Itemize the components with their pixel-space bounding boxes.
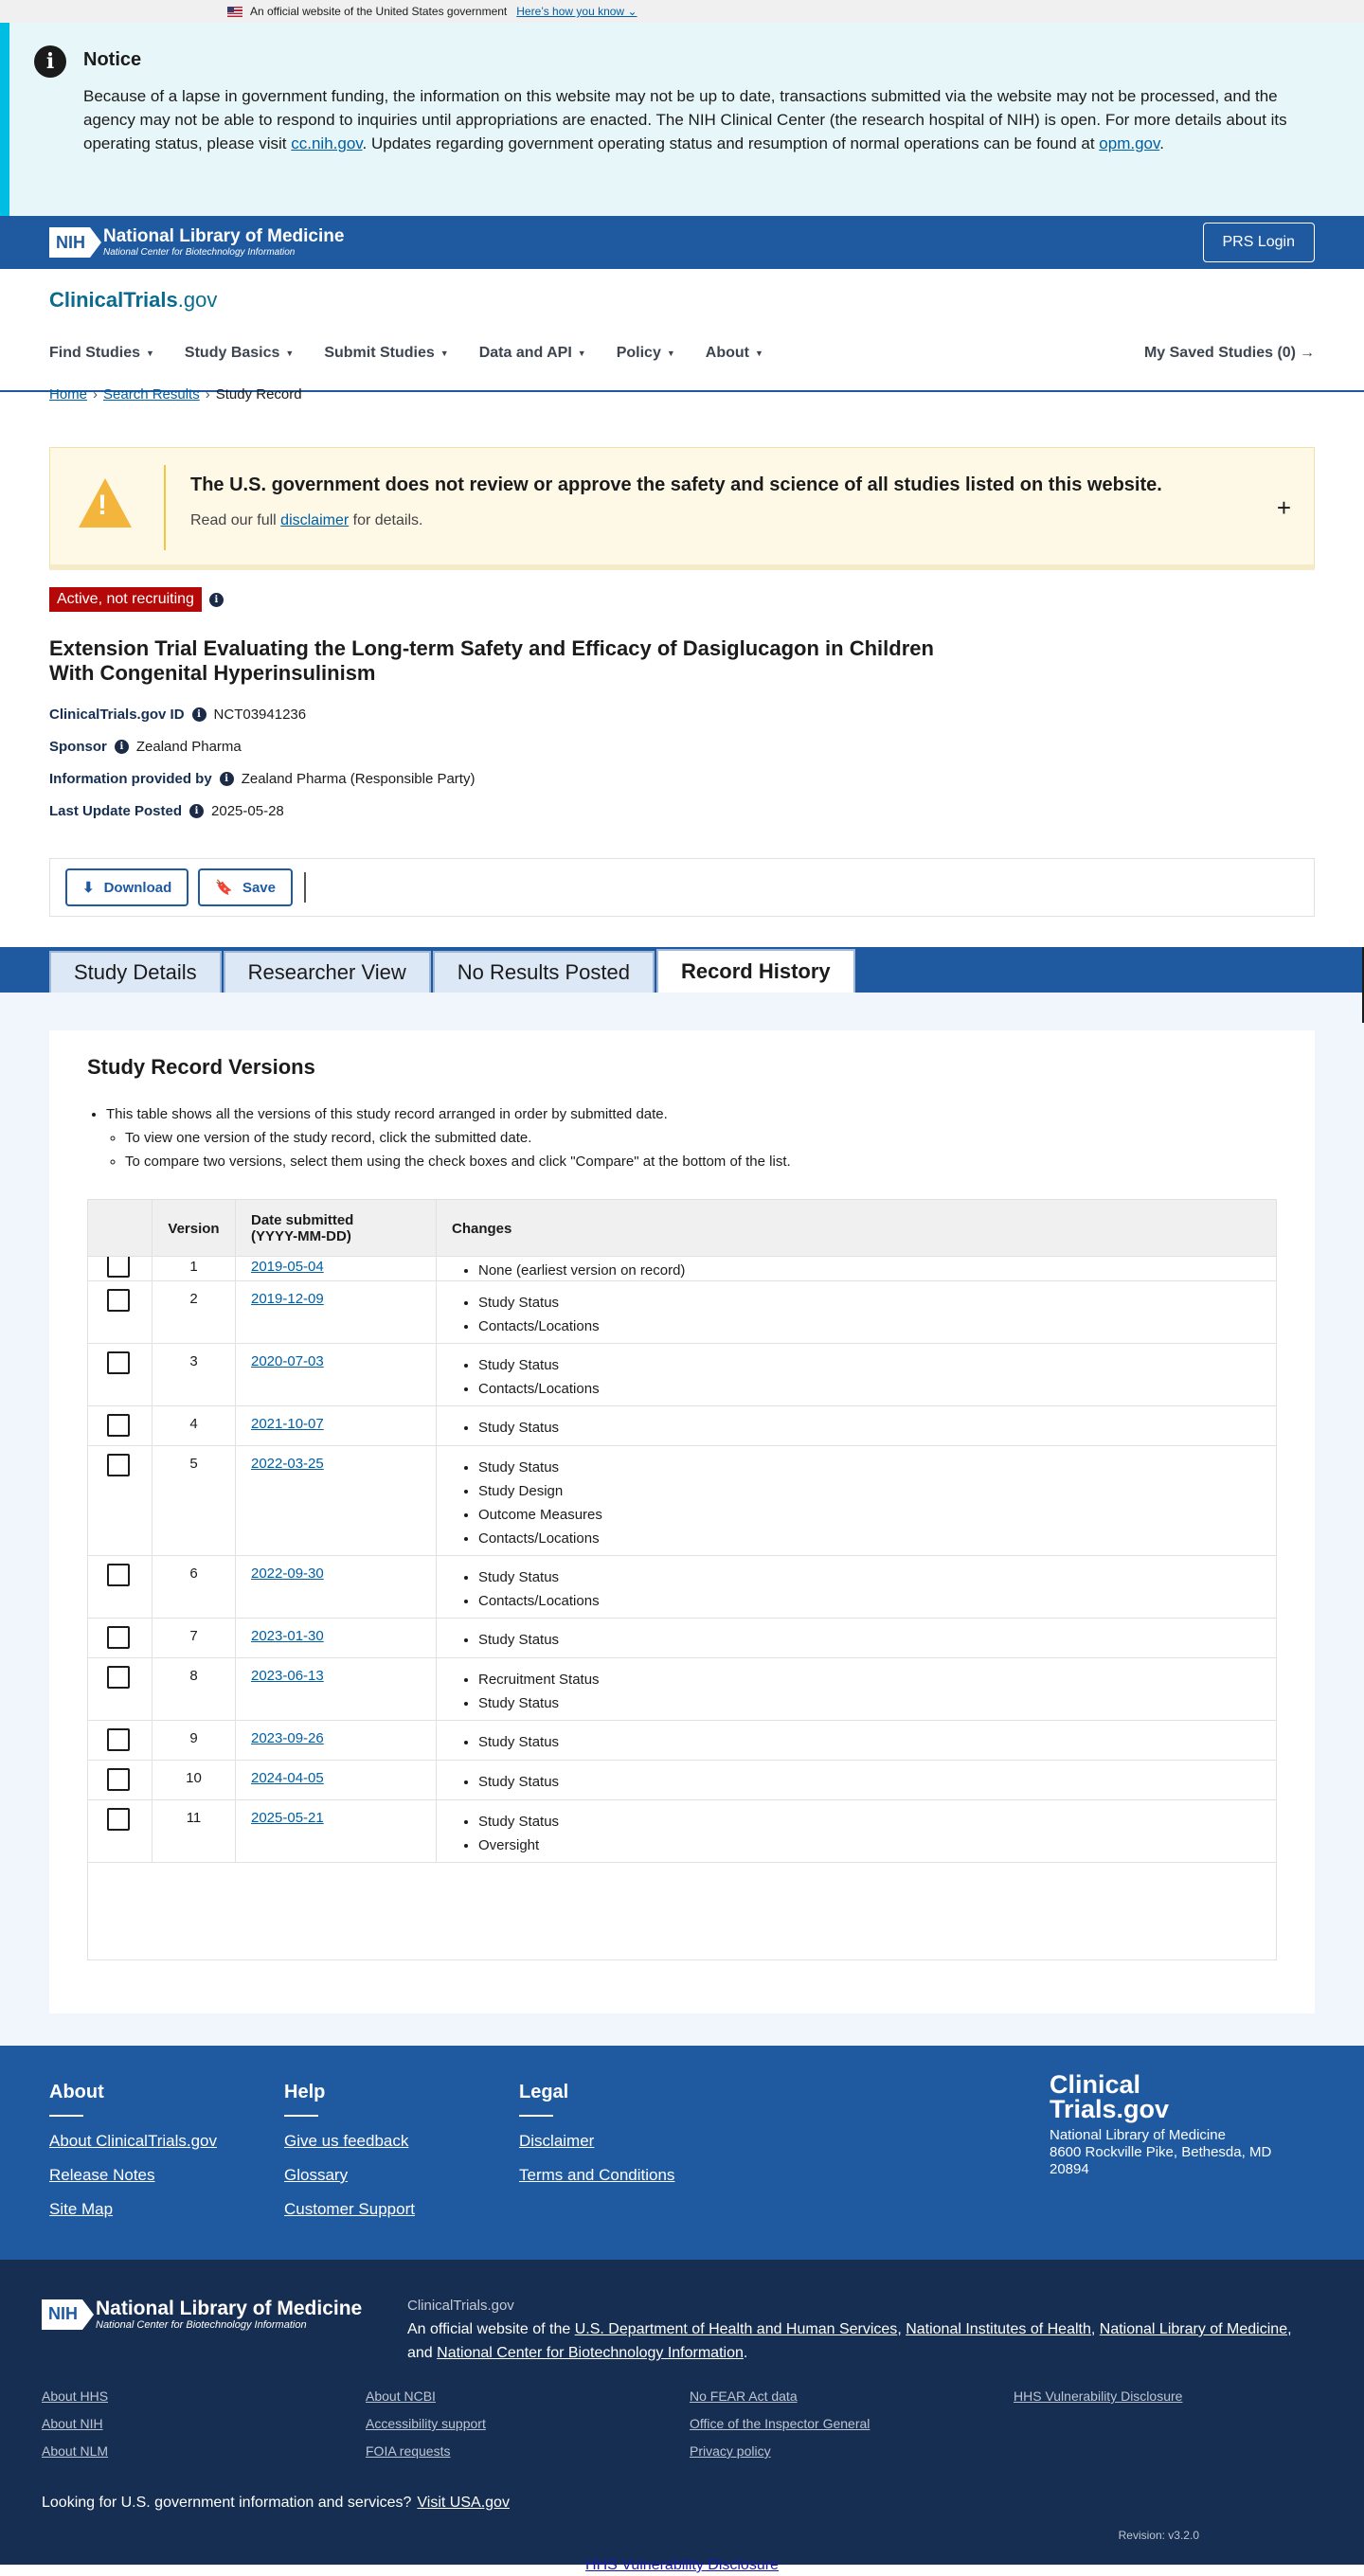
version-number: 5 — [153, 1446, 236, 1555]
version-date-link[interactable]: 2024-04-05 — [251, 1770, 324, 1786]
gov-banner — [0, 0, 1364, 23]
footer-link-glossary[interactable]: Glossary — [284, 2166, 349, 2184]
info-icon[interactable]: i — [189, 804, 204, 818]
change-item: • Study Status — [478, 1416, 1276, 1440]
version-number: 2 — [153, 1281, 236, 1343]
breadcrumb-home[interactable]: Home — [49, 386, 88, 402]
version-date-link[interactable]: 2022-09-30 — [251, 1565, 324, 1582]
change-item: • Study Status — [478, 1291, 1276, 1315]
version-row — [88, 1761, 1276, 1800]
link-privacy[interactable]: Privacy policy — [690, 2443, 771, 2459]
version-checkbox[interactable] — [107, 1768, 130, 1791]
version-row — [88, 1800, 1276, 1863]
version-changes — [437, 1281, 1276, 1338]
record-history-card — [49, 1030, 1315, 2013]
version-changes — [437, 1721, 1276, 1754]
my-saved-studies-link[interactable]: My Saved Studies (0) → — [1143, 345, 1315, 361]
change-item: • Study Status — [478, 1730, 1276, 1754]
status-row — [49, 587, 231, 612]
version-number: 9 — [153, 1721, 236, 1760]
footer-official-text: ClinicalTrials.gov An official website of the U.S. Department of Health and Human Services, National Institutes of Health, National Library of Medicine, and National Center for Biotechnology Information. — [407, 2298, 1292, 2361]
version-row — [88, 1721, 1276, 1761]
study-tabs — [0, 947, 1364, 993]
tab-no-results-posted[interactable]: No Results Posted — [433, 951, 655, 993]
status-badge: Active, not recruiting — [49, 587, 202, 612]
version-number: 10 — [153, 1761, 236, 1799]
version-changes — [437, 1446, 1276, 1550]
footer-link-feedback[interactable]: Give us feedback — [284, 2132, 409, 2150]
download-button[interactable]: ⬇ Download — [65, 868, 188, 906]
change-item: • Study Status — [478, 1565, 1276, 1589]
version-checkbox[interactable] — [107, 1289, 130, 1312]
version-changes — [437, 1619, 1276, 1652]
nlm-header — [0, 216, 1364, 269]
cc-nih-link[interactable]: cc.nih.gov — [291, 134, 363, 152]
link-no-fear[interactable]: No FEAR Act data — [690, 2388, 798, 2404]
version-date-link[interactable]: 2023-06-13 — [251, 1668, 324, 1684]
change-item: • Study Design — [478, 1479, 1276, 1503]
version-row — [88, 1281, 1276, 1344]
clinicaltrials-logo[interactable]: ClinicalTrials.gov — [49, 288, 218, 312]
version-number: 8 — [153, 1658, 236, 1720]
change-item: • None (earliest version on record) — [478, 1259, 1276, 1282]
change-item: • Contacts/Locations — [478, 1315, 1276, 1338]
link-about-ncbi[interactable]: About NCBI — [366, 2388, 436, 2404]
meta-info-provided: Information provided by i Zealand Pharma (Responsible Party) — [49, 771, 476, 787]
heres-how-you-know-link[interactable]: Here’s how you know ⌄ — [516, 5, 637, 18]
footer-ctgov-logo[interactable]: Clinical Trials.gov National Library of Medicine 8600 Rockville Pike, Bethesda, MD 20894 — [1050, 2070, 1272, 2177]
tab-researcher-view[interactable]: Researcher View — [224, 951, 431, 993]
version-checkbox[interactable] — [107, 1564, 130, 1586]
prs-login-button[interactable]: PRS Login — [1203, 223, 1316, 262]
version-number: 4 — [153, 1406, 236, 1445]
link-about-hhs[interactable]: About HHS — [42, 2388, 109, 2404]
version-date-link[interactable]: 2019-05-04 — [251, 1259, 324, 1275]
arrow-right-icon: → — [1300, 345, 1315, 361]
download-icon: ⬇ — [82, 880, 95, 896]
chevron-down-icon: ▼ — [285, 349, 295, 358]
change-item: • Study Status — [478, 1353, 1276, 1377]
nlm-logo[interactable] — [49, 227, 344, 258]
version-checkbox[interactable] — [107, 1808, 130, 1831]
version-row — [88, 1619, 1276, 1658]
link-oig[interactable]: Office of the Inspector General — [690, 2416, 870, 2431]
exclamation-icon: ! — [98, 490, 107, 521]
link-nih[interactable]: National Institutes of Health — [906, 2321, 1091, 2337]
meta-last-update: Last Update Posted i 2025-05-28 — [49, 803, 284, 819]
change-item: • Oversight — [478, 1834, 1276, 1857]
breadcrumb-current: Study Record — [215, 386, 302, 402]
notice-title: Notice — [83, 49, 142, 70]
nav-data-api[interactable]: Data and API ▼ — [478, 345, 586, 361]
opm-link[interactable]: opm.gov — [1099, 134, 1160, 152]
footer-legal: Legal Disclaimer Terms and Conditions — [519, 2082, 675, 2184]
footer-address: National Library of Medicine 8600 Rockville Pike, Bethesda, MD 20894 — [1050, 2127, 1272, 2177]
versions-table-header — [88, 1200, 1276, 1257]
disclaimer-title: The U.S. government does not review or approve the safety and science of all studies listed on this website. — [190, 474, 1162, 495]
version-date-link[interactable]: 2022-03-25 — [251, 1456, 324, 1472]
version-row — [88, 1257, 1276, 1281]
meta-sponsor: Sponsor i Zealand Pharma — [49, 739, 242, 755]
nav-about[interactable]: About ▼ — [705, 345, 763, 361]
version-number: 1 — [153, 1257, 236, 1280]
version-date-link[interactable]: 2021-10-07 — [251, 1416, 324, 1432]
usa-gov-line: Looking for U.S. government information and services? Visit USA.gov — [42, 2495, 510, 2511]
meta-nct-id: ClinicalTrials.gov ID i NCT03941236 — [49, 707, 307, 723]
link-accessibility[interactable]: Accessibility support — [366, 2416, 486, 2431]
version-changes — [437, 1658, 1276, 1715]
footer-about: About About ClinicalTrials.gov Release Notes Site Map — [49, 2082, 217, 2218]
footer-link-terms[interactable]: Terms and Conditions — [519, 2166, 675, 2184]
save-button[interactable]: 🔖 Save — [198, 868, 293, 906]
version-changes — [437, 1556, 1276, 1613]
nav-policy[interactable]: Policy ▼ — [616, 345, 675, 361]
hhs-vulnerability-link[interactable]: HHS Vulnerability Disclosure — [585, 2557, 779, 2573]
breadcrumb-search-results[interactable]: Search Results — [103, 386, 200, 402]
change-item: • Contacts/Locations — [478, 1589, 1276, 1613]
chevron-right-icon: › — [205, 386, 210, 402]
main-nav — [49, 345, 1315, 362]
version-date-link[interactable]: 2025-05-21 — [251, 1810, 324, 1826]
ncbi-name: National Center for Biotechnology Information — [103, 246, 296, 258]
link-about-nih[interactable]: About NIH — [42, 2416, 103, 2431]
version-date-link[interactable]: 2019-12-09 — [251, 1291, 324, 1307]
footer-links-col3 — [690, 2388, 870, 2471]
versions-title: Study Record Versions — [87, 1055, 315, 1079]
change-item: • Study Status — [478, 1810, 1276, 1834]
version-checkbox[interactable] — [107, 1454, 130, 1476]
us-flag-icon — [227, 7, 242, 17]
version-date-link[interactable]: 2023-09-26 — [251, 1730, 324, 1746]
version-changes — [437, 1761, 1276, 1794]
shutdown-notice — [0, 23, 1364, 216]
versions-intro: • This table shows all the versions of this study record arranged in order by submitted date. ◦ To view one version of the study record, click the submitted date. ◦ To compare two versions, select them using the check boxes and click "Compare" at the bottom of the list. — [106, 1102, 791, 1173]
bookmark-icon: 🔖 — [215, 880, 233, 896]
footer-nlm-logo[interactable]: NIH National Library of Medicine National Center for Biotechnology Information — [42, 2298, 362, 2331]
chevron-down-icon: ▼ — [754, 349, 763, 358]
nav-study-basics[interactable]: Study Basics ▼ — [184, 345, 295, 361]
revision-label: Revision: v3.2.0 — [1118, 2529, 1199, 2542]
footer-help: Help Give us feedback Glossary Customer Support — [284, 2082, 415, 2218]
version-changes — [437, 1344, 1276, 1401]
info-icon[interactable]: i — [115, 740, 129, 754]
footer-links-col1 — [42, 2388, 108, 2471]
version-changes — [437, 1257, 1276, 1282]
link-hhs[interactable]: U.S. Department of Health and Human Services — [574, 2321, 898, 2337]
chevron-down-icon: ▼ — [440, 349, 449, 358]
footer-link-disclaimer[interactable]: Disclaimer — [519, 2132, 595, 2150]
version-row — [88, 1344, 1276, 1406]
footer-link-site-map[interactable]: Site Map — [49, 2200, 114, 2218]
footer-link-support[interactable]: Customer Support — [284, 2200, 415, 2218]
nlm-name: National Library of Medicine — [103, 226, 345, 247]
col-version: Version — [153, 1200, 236, 1257]
version-checkbox[interactable] — [107, 1666, 130, 1689]
footer-bottom — [0, 2260, 1364, 2565]
version-date-link[interactable]: 2023-01-30 — [251, 1628, 324, 1644]
study-actions — [49, 858, 1315, 917]
nih-logo-icon: NIH — [49, 227, 90, 258]
version-checkbox[interactable] — [107, 1255, 130, 1278]
version-row — [88, 1556, 1276, 1619]
link-usa-gov[interactable]: Visit USA.gov — [417, 2495, 510, 2511]
version-number: 3 — [153, 1344, 236, 1405]
info-icon[interactable]: i — [209, 593, 224, 607]
col-changes: Changes — [452, 1220, 512, 1237]
version-changes — [437, 1406, 1276, 1440]
change-item: • Outcome Measures — [478, 1503, 1276, 1527]
gov-banner-text: An official website of the United States government — [250, 5, 508, 18]
versions-table — [87, 1199, 1277, 1960]
link-ncbi[interactable]: National Center for Biotechnology Information — [437, 2345, 744, 2361]
link-foia[interactable]: FOIA requests — [366, 2443, 451, 2459]
change-item: • Study Status — [478, 1691, 1276, 1715]
footer-link-about-ctgov[interactable]: About ClinicalTrials.gov — [49, 2132, 217, 2150]
footer-links-col4 — [1014, 2388, 1182, 2416]
notice-body: Because of a lapse in government funding, the information on this website may not be up to date, transactions submitted via the website may not be processed, and the agency may not be able to respond to inquiries until appropriations are enacted. The NIH Clinical Center (the research hospital of NIH) is open. For more details about its operating status, please visit cc.nih.gov. Updates regarding government operating status and resumption of normal operations can be found at opm.gov. — [83, 87, 1287, 152]
version-row — [88, 1658, 1276, 1721]
tab-study-details[interactable]: Study Details — [49, 951, 222, 993]
chevron-down-icon: ▼ — [146, 349, 154, 358]
version-row — [88, 1406, 1276, 1446]
version-checkbox[interactable] — [107, 1351, 130, 1374]
version-changes — [437, 1800, 1276, 1857]
nav-submit-studies[interactable]: Submit Studies ▼ — [324, 345, 449, 361]
tab-record-history[interactable]: Record History — [656, 949, 855, 993]
site-header — [0, 269, 1364, 392]
nav-find-studies[interactable]: Find Studies ▼ — [49, 345, 154, 361]
chevron-down-icon: ▼ — [666, 349, 675, 358]
version-row — [88, 1446, 1276, 1556]
change-item: • Study Status — [478, 1456, 1276, 1479]
breadcrumb — [49, 386, 302, 402]
footer — [0, 2046, 1364, 2260]
change-item: • Study Status — [478, 1628, 1276, 1652]
footer-links-col2 — [366, 2388, 486, 2471]
disclaimer-link[interactable]: disclaimer — [280, 512, 350, 528]
version-number: 11 — [153, 1800, 236, 1862]
nih-logo-icon: NIH — [42, 2299, 82, 2330]
version-date-link[interactable]: 2020-07-03 — [251, 1353, 324, 1369]
version-checkbox[interactable] — [107, 1626, 130, 1649]
link-about-nlm[interactable]: About NLM — [42, 2443, 109, 2459]
version-checkbox[interactable] — [107, 1414, 130, 1437]
change-item: • Study Status — [478, 1770, 1276, 1794]
disclaimer-text: Read our full disclaimer for details. — [190, 512, 423, 528]
version-number: 7 — [153, 1619, 236, 1657]
chevron-down-icon: ⌄ — [627, 5, 637, 18]
footer-link-release-notes[interactable]: Release Notes — [49, 2166, 155, 2184]
info-icon[interactable]: i — [220, 772, 234, 786]
version-number: 6 — [153, 1556, 236, 1618]
disclaimer-alert — [49, 447, 1315, 570]
info-icon: i — [34, 45, 66, 78]
chevron-down-icon: ▼ — [577, 349, 586, 358]
version-checkbox[interactable] — [107, 1728, 130, 1751]
expand-plus-icon[interactable]: + — [1276, 493, 1291, 522]
change-item: • Recruitment Status — [478, 1668, 1276, 1691]
col-date: Date submitted (YYYY-MM-DD) — [236, 1200, 437, 1257]
info-icon[interactable]: i — [192, 707, 206, 722]
change-item: • Contacts/Locations — [478, 1377, 1276, 1401]
study-title: Extension Trial Evaluating the Long-term Safety and Efficacy of Dasiglucagon in Children With Congenital Hyperinsulinism — [49, 636, 934, 685]
link-nlm[interactable]: National Library of Medicine — [1099, 2321, 1288, 2337]
chevron-right-icon: › — [93, 386, 99, 402]
link-hhs-vuln[interactable]: HHS Vulnerability Disclosure — [1014, 2388, 1183, 2404]
change-item: • Contacts/Locations — [478, 1527, 1276, 1550]
